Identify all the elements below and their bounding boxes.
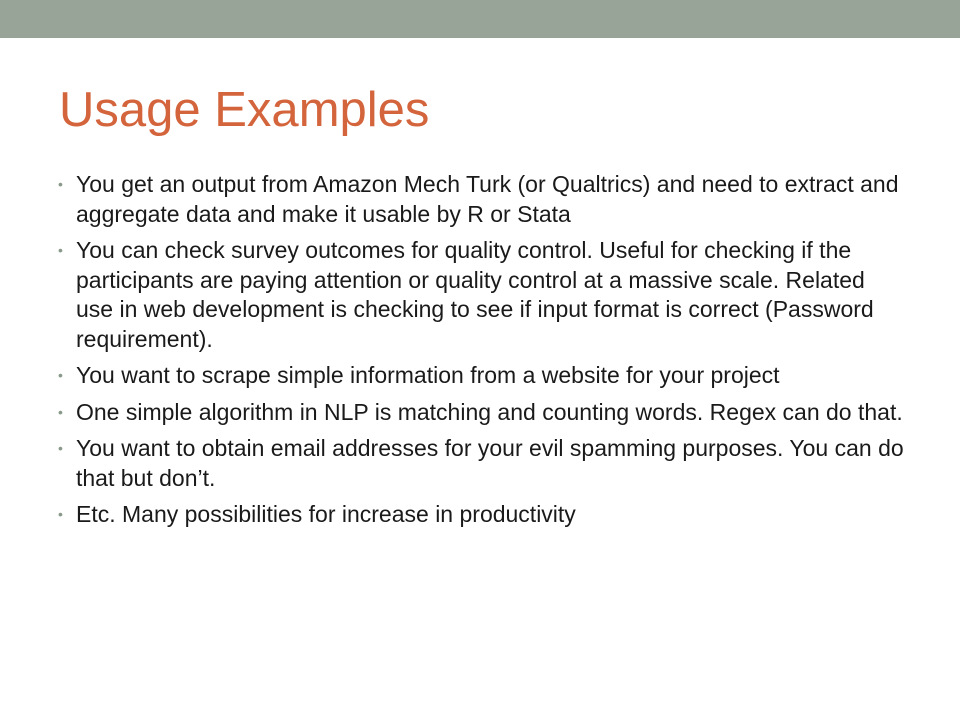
bullet-dot-icon: • bbox=[58, 176, 63, 192]
bullet-list bbox=[58, 170, 908, 537]
bullet-dot-icon: • bbox=[58, 367, 63, 383]
bullet-item bbox=[58, 361, 908, 391]
bullet-item bbox=[58, 236, 908, 354]
bullet-dot-icon: • bbox=[58, 440, 63, 456]
bullet-text: You want to obtain email addresses for your evil spamming purposes. You can do that but don’t. bbox=[76, 435, 904, 491]
bullet-item bbox=[58, 434, 908, 493]
bullet-item bbox=[58, 500, 908, 530]
bullet-dot-icon: • bbox=[58, 403, 63, 420]
bullet-dot-icon: • bbox=[58, 506, 63, 522]
bullet-text: One simple algorithm in NLP is matching and counting words. Regex can do that. bbox=[76, 398, 903, 425]
slide-title: Usage Examples bbox=[59, 83, 430, 137]
bullet-dot-icon: • bbox=[58, 242, 63, 258]
bullet-item bbox=[58, 170, 908, 229]
top-accent-band bbox=[0, 0, 960, 38]
bullet-text: You get an output from Amazon Mech Turk (or Qualtrics) and need to extract and aggregate data and make it usable by R or Stata bbox=[76, 171, 899, 227]
bullet-text: You can check survey outcomes for quality control. Useful for checking if the participants are paying attention or quality control at a massive scale. Related use in web development is checking to see if input format is correct (Password requirement). bbox=[76, 237, 874, 352]
bullet-item bbox=[58, 398, 908, 428]
bullet-text: Etc. Many possibilities for increase in productivity bbox=[76, 501, 576, 527]
bullet-text: You want to scrape simple information from a website for your project bbox=[76, 362, 780, 388]
